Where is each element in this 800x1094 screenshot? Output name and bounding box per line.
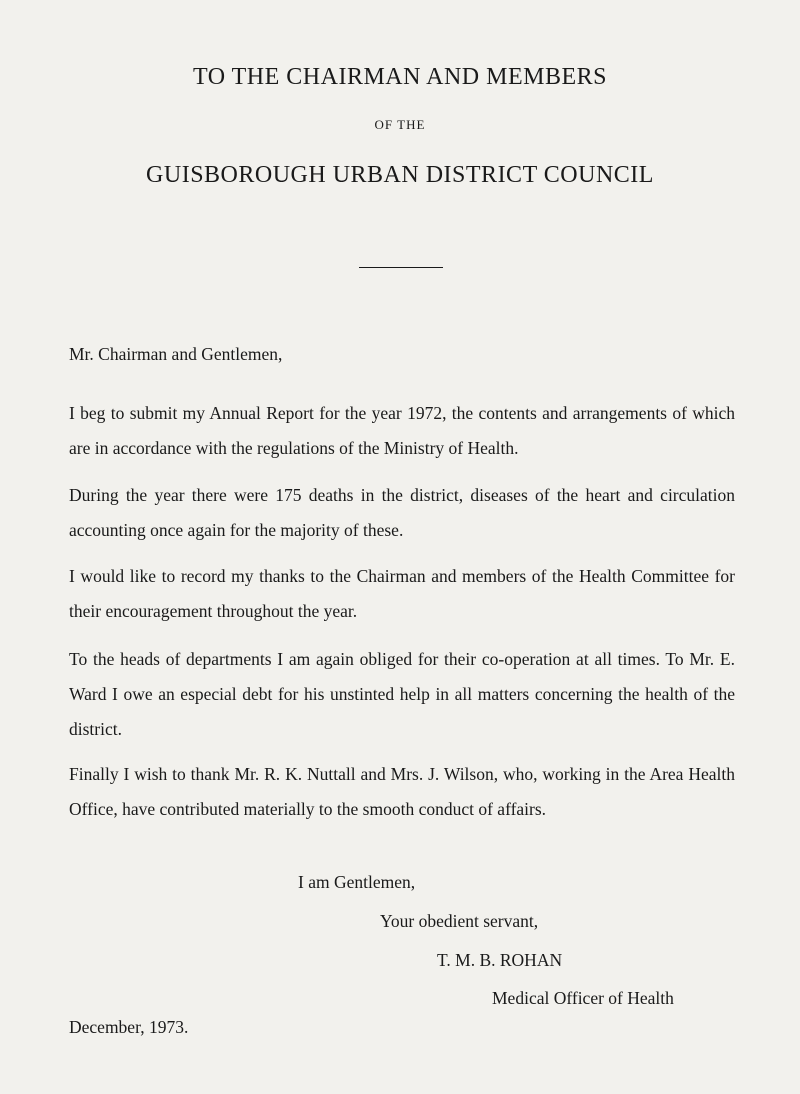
signatory-name: T. M. B. ROHAN bbox=[437, 950, 563, 970]
heading-line-1: TO THE CHAIRMAN AND MEMBERS bbox=[193, 64, 607, 90]
paragraph-1: I beg to submit my Annual Report for the year 1972, the contents and arrangements of which are in accordance with the regulations of the Ministry of Health. bbox=[69, 403, 735, 458]
divider-rule bbox=[359, 267, 443, 268]
heading-line-2: OF THE bbox=[374, 117, 426, 132]
closing-line-2: Your obedient servant, bbox=[380, 911, 539, 931]
report-date: December, 1973. bbox=[69, 1017, 189, 1037]
paragraph-2: During the year there were 175 deaths in the district, diseases of the heart and circulation accounting once again for the majority of these. bbox=[69, 485, 735, 540]
paragraph-3: I would like to record my thanks to the Chairman and members of the Health Committee for their encouragement throughout the year. bbox=[69, 566, 735, 621]
signatory-title: Medical Officer of Health bbox=[492, 988, 674, 1008]
paragraph-4: To the heads of departments I am again obliged for their co-operation at all times. To Mr. E. Ward I owe an especial debt for his unstinted help in all matters concerning the health of the district. bbox=[69, 649, 735, 739]
salutation: Mr. Chairman and Gentlemen, bbox=[69, 344, 283, 364]
closing-line-1: I am Gentlemen, bbox=[298, 872, 416, 892]
heading-line-3: GUISBOROUGH URBAN DISTRICT COUNCIL bbox=[146, 162, 654, 188]
paragraph-5: Finally I wish to thank Mr. R. K. Nuttall and Mrs. J. Wilson, who, working in the Area Health Office, have contributed materially to the smooth conduct of affairs. bbox=[69, 764, 735, 819]
